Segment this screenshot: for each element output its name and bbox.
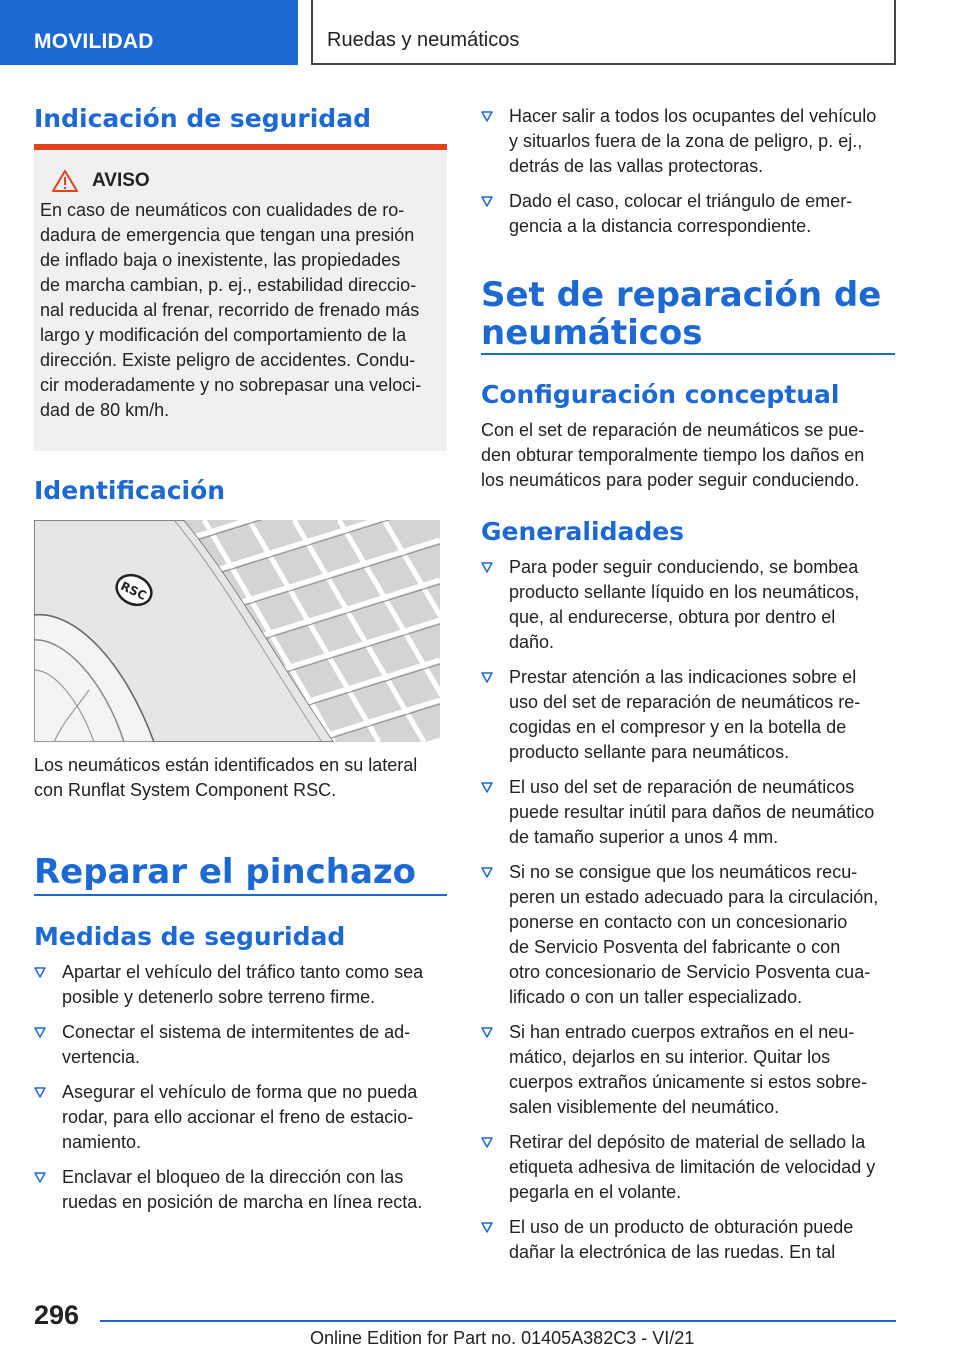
list-item-line: vertencia. [62, 1047, 141, 1067]
list-item-line: cuerpos extraños únicamente si estos sobre‐ [509, 1072, 868, 1092]
general-item [481, 665, 895, 765]
measures-heading: Medidas de seguridad [34, 922, 346, 951]
tire-illustration [34, 520, 440, 742]
list-item-line: ponerse en contacto con un concesionario [509, 912, 848, 932]
bullet-triangle-icon [481, 1222, 493, 1234]
set-heading [481, 276, 881, 352]
set-heading-line-2: neumáticos [481, 313, 703, 353]
list-item-line: uso del set de reparación de neumáticos re‐ [509, 692, 861, 712]
warning-triangle-icon [52, 170, 78, 192]
list-item-line: que, al endurecerse, obtura por dentro el [509, 607, 836, 627]
edition-text: Online Edition for Part no. 01405A382C3 - VI/21 [310, 1328, 695, 1348]
measure-item [34, 960, 447, 1010]
identification-heading: Identificación [34, 476, 226, 505]
caption-line: con Runflat System Component RSC. [34, 780, 337, 800]
continued-list [481, 104, 895, 249]
measure-item [34, 1020, 447, 1070]
warning-line: largo y modificación del comportamiento de la [40, 325, 407, 345]
list-item-line: Dado el caso, colocar el triángulo de emer‐ [509, 191, 853, 211]
general-item [481, 1130, 895, 1205]
chapter-tab [311, 0, 896, 65]
list-item-line: dañar la electrónica de las ruedas. En tal [509, 1242, 836, 1262]
tire-sidewall-drawing [34, 520, 440, 742]
list-item-line: Conectar el sistema de intermitentes de ad‐ [62, 1022, 411, 1042]
bullet-triangle-icon [34, 1027, 46, 1039]
list-item-line: peren un estado adecuado para la circulación, [509, 887, 879, 907]
list-item-line: El uso del set de reparación de neumáticos [509, 777, 855, 797]
list-item-line: posible y detenerlo sobre terreno firme. [62, 987, 376, 1007]
list-item-line: salen visiblemente del neumático. [509, 1097, 780, 1117]
bullet-triangle-icon [481, 672, 493, 684]
caption-line: Los neumáticos están identificados en su lateral [34, 755, 418, 775]
concept-text [481, 418, 895, 493]
rsc-logo-text: RSC [118, 578, 149, 603]
measure-item [481, 104, 895, 179]
section-label: MOVILIDAD [34, 30, 154, 53]
warning-line: cir moderadamente y no sobrepasar una veloci‐ [40, 375, 422, 395]
bullet-triangle-icon [481, 867, 493, 879]
repair-heading-rule [34, 894, 447, 896]
bullet-triangle-icon [34, 1087, 46, 1099]
general-heading: Generalidades [481, 517, 685, 546]
list-item-line: mático, dejarlos en su interior. Quitar los [509, 1047, 831, 1067]
list-item-line: de tamaño superior a unos 4 mm. [509, 827, 779, 847]
warning-line: de marcha cambian, p. ej., estabilidad direccio‐ [40, 275, 417, 295]
general-item [481, 1020, 895, 1120]
bullet-triangle-icon [481, 562, 493, 574]
list-item-line: producto sellante líquido en los neumáticos, [509, 582, 860, 602]
identification-caption [34, 753, 447, 803]
concept-heading: Configuración conceptual [481, 380, 840, 409]
list-item-line: Prestar atención a las indicaciones sobre el [509, 667, 857, 687]
warning-line: nal reducida al frenar, recorrido de frenado más [40, 300, 420, 320]
list-item-line: gencia a la distancia correspondiente. [509, 216, 812, 236]
list-item-line: Si no se consigue que los neumáticos recu‐ [509, 862, 858, 882]
footer-rule [100, 1320, 896, 1322]
measure-item [34, 1165, 447, 1215]
set-heading-line-1: Set de reparación de [481, 275, 882, 315]
list-item-line: pegarla en el volante. [509, 1182, 682, 1202]
chapter-label: Ruedas y neumáticos [327, 29, 520, 51]
general-item [481, 555, 895, 655]
warning-box [34, 144, 447, 451]
concept-line: los neumáticos para poder seguir conduciendo. [481, 470, 860, 490]
bullet-triangle-icon [481, 1027, 493, 1039]
list-item-line: Enclavar el bloqueo de la dirección con las [62, 1167, 404, 1187]
warning-line: dadura de emergencia que tengan una presión [40, 225, 415, 245]
list-item-line: Si han entrado cuerpos extraños en el neu‐ [509, 1022, 855, 1042]
list-item-line: de Servicio Posventa del fabricante o con [509, 937, 841, 957]
warning-title: AVISO [92, 170, 150, 191]
warning-line: En caso de neumáticos con cualidades de ro‐ [40, 200, 405, 220]
section-tab [0, 0, 298, 65]
general-item [481, 860, 895, 1010]
warning-text [40, 198, 437, 423]
bullet-triangle-icon [481, 111, 493, 123]
measure-item [481, 189, 895, 239]
repair-heading: Reparar el pinchazo [34, 852, 417, 892]
list-item-line: rodar, para ello accionar el freno de estacio‐ [62, 1107, 414, 1127]
warning-title-row [40, 170, 437, 192]
list-item-line: Asegurar el vehículo de forma que no pueda [62, 1082, 418, 1102]
general-list [481, 555, 895, 1275]
list-item-line: Apartar el vehículo del tráfico tanto como sea [62, 962, 424, 982]
list-item-line: puede resultar inútil para daños de neumático [509, 802, 875, 822]
page-number: 296 [34, 1300, 80, 1330]
bullet-triangle-icon [34, 967, 46, 979]
warning-line: de inflado baja o inexistente, las propiedades [40, 250, 401, 270]
list-item-line: ruedas en posición de marcha en línea recta. [62, 1192, 423, 1212]
measures-list [34, 960, 447, 1225]
bullet-triangle-icon [481, 196, 493, 208]
list-item-line: Retirar del depósito de material de sellado la [509, 1132, 866, 1152]
concept-line: Con el set de reparación de neumáticos se pue‐ [481, 420, 865, 440]
list-item-line: otro concesionario de Servicio Posventa cua‐ [509, 962, 871, 982]
warning-line: dirección. Existe peligro de accidentes. Condu‐ [40, 350, 416, 370]
list-item-line: detrás de las vallas protectoras. [509, 156, 764, 176]
bullet-triangle-icon [481, 782, 493, 794]
warning-line: dad de 80 km/h. [40, 400, 170, 420]
general-item [481, 775, 895, 850]
set-heading-rule [481, 353, 895, 355]
general-item [481, 1215, 895, 1265]
list-item-line: Hacer salir a todos los ocupantes del vehículo [509, 106, 877, 126]
list-item-line: producto sellante para neumáticos. [509, 742, 790, 762]
list-item-line: daño. [509, 632, 555, 652]
bullet-triangle-icon [34, 1172, 46, 1184]
list-item-line: y situarlos fuera de la zona de peligro, p. ej., [509, 131, 863, 151]
list-item-line: etiqueta adhesiva de limitación de velocidad y [509, 1157, 876, 1177]
list-item-line: El uso de un producto de obturación puede [509, 1217, 854, 1237]
safety-heading: Indicación de seguridad [34, 104, 371, 133]
list-item-line: cogidas en el compresor y en la botella de [509, 717, 847, 737]
list-item-line: Para poder seguir conduciendo, se bombea [509, 557, 859, 577]
bullet-triangle-icon [481, 1137, 493, 1149]
list-item-line: namiento. [62, 1132, 142, 1152]
list-item-line: lificado o con un taller especializado. [509, 987, 803, 1007]
concept-line: den obturar temporalmente tiempo los daños en [481, 445, 865, 465]
measure-item [34, 1080, 447, 1155]
